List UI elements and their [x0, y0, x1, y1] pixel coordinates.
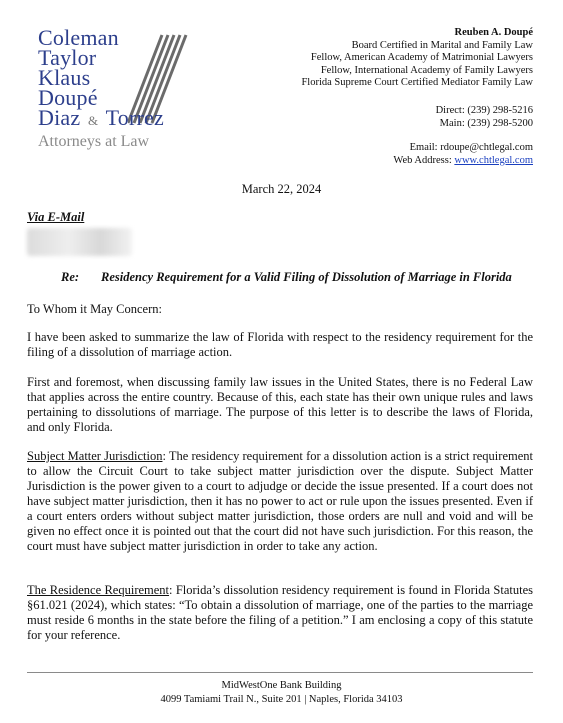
- paragraph-jurisdiction: [27, 449, 533, 554]
- firm-name-klaus: Klaus: [38, 65, 91, 90]
- firm-tagline: Attorneys at Law: [38, 133, 150, 150]
- paragraph-intro: I have been asked to summarize the law of Florida with respect to the residency requirement for the filing of a dissolution of marriage action.: [27, 330, 533, 359]
- phone-block: [273, 105, 533, 130]
- footer-building: MidWestOne Bank Building: [221, 680, 342, 691]
- footer: [0, 679, 563, 706]
- footer-address: 4099 Tamiami Trail N., Suite 201 | Naples, Florida 34103: [160, 693, 403, 705]
- email-address: Email: rdoupe@chtlegal.com: [409, 142, 533, 153]
- main-phone: Main: (239) 298-5200: [439, 117, 533, 129]
- firm-name-coleman: Coleman: [38, 25, 119, 50]
- web-address-link[interactable]: www.chtlegal.com: [454, 154, 533, 166]
- delivery-method: Via E-Mail: [27, 210, 85, 224]
- subject-text: Residency Requirement for a Valid Filing of Dissolution of Marriage in Florida: [101, 270, 512, 284]
- jurisdiction-body: : The residency requirement for a dissolution action is a strict requirement to allow the Circuit Court to take subject matter jurisdiction over the dispute. Subject Matter Jurisdiction is the power given to a court to adjudge or decide the issue presented. If a court does not have subject matter jurisdiction, then it has no power to act or rule upon the issues presented. Even if a court enters orders without subject matter jurisdiction, those orders are null and void and will be given no effect once it is pointed out that the court did not have such jurisdiction. For this reason, the court must have subject matter jurisdiction in order to take any action.: [27, 449, 533, 553]
- firm-name-taylor: Taylor: [38, 45, 97, 70]
- salutation: To Whom it May Concern:: [27, 302, 162, 316]
- letter-date: March 22, 2024: [241, 182, 322, 196]
- web-block: [273, 142, 533, 167]
- firm-logo: [38, 27, 188, 157]
- paragraph-federal-law: First and foremost, when discussing family law issues in the United States, there is no Federal Law that applies across the entire country. Because of this, each state has their own unique rules and laws pertaining to dissolutions of marriage. The purpose of this letter is to describe the laws of Florida, and only Florida.: [27, 375, 533, 434]
- attorney-credential: Board Certified in Marital and Family Law: [351, 39, 533, 51]
- jurisdiction-heading: Subject Matter Jurisdiction: [27, 449, 163, 463]
- attorney-credential: Florida Supreme Court Certified Mediator Family Law: [301, 77, 533, 89]
- attorney-block: [243, 27, 533, 90]
- paragraph-residence: [27, 583, 533, 643]
- firm-name-diaz-torrez: [38, 107, 164, 132]
- subject-label: Re:: [61, 270, 80, 284]
- web-address-label: Web Address:: [393, 154, 455, 166]
- attorney-credential: Fellow, American Academy of Matrimonial Lawyers: [310, 52, 533, 64]
- redacted-recipient: [27, 228, 132, 256]
- firm-name-torrez: Torrez: [105, 105, 164, 130]
- attorney-name: Reuben A. Doupé: [454, 27, 533, 38]
- direct-phone: Direct: (239) 298-5216: [435, 105, 533, 116]
- residence-body: : Florida’s dissolution residency requirement is found in Florida Statutes §61.021 (2024), which states: “To obtain a dissolution of marriage, one of the parties to the marriage must reside 6 months in the state before the filing of a petition.” I am enclosing a copy of this statute for your reference.: [27, 583, 533, 642]
- footer-divider: [27, 672, 533, 673]
- attorney-credential: Fellow, International Academy of Family Lawyers: [320, 64, 533, 76]
- firm-name-doupe: Doupé: [38, 85, 98, 110]
- subject-line: [61, 270, 512, 285]
- firm-name-ampersand: &: [88, 113, 99, 128]
- web-address: [273, 155, 533, 168]
- residence-heading: The Residence Requirement: [27, 583, 170, 597]
- firm-name-diaz: Diaz: [38, 105, 81, 130]
